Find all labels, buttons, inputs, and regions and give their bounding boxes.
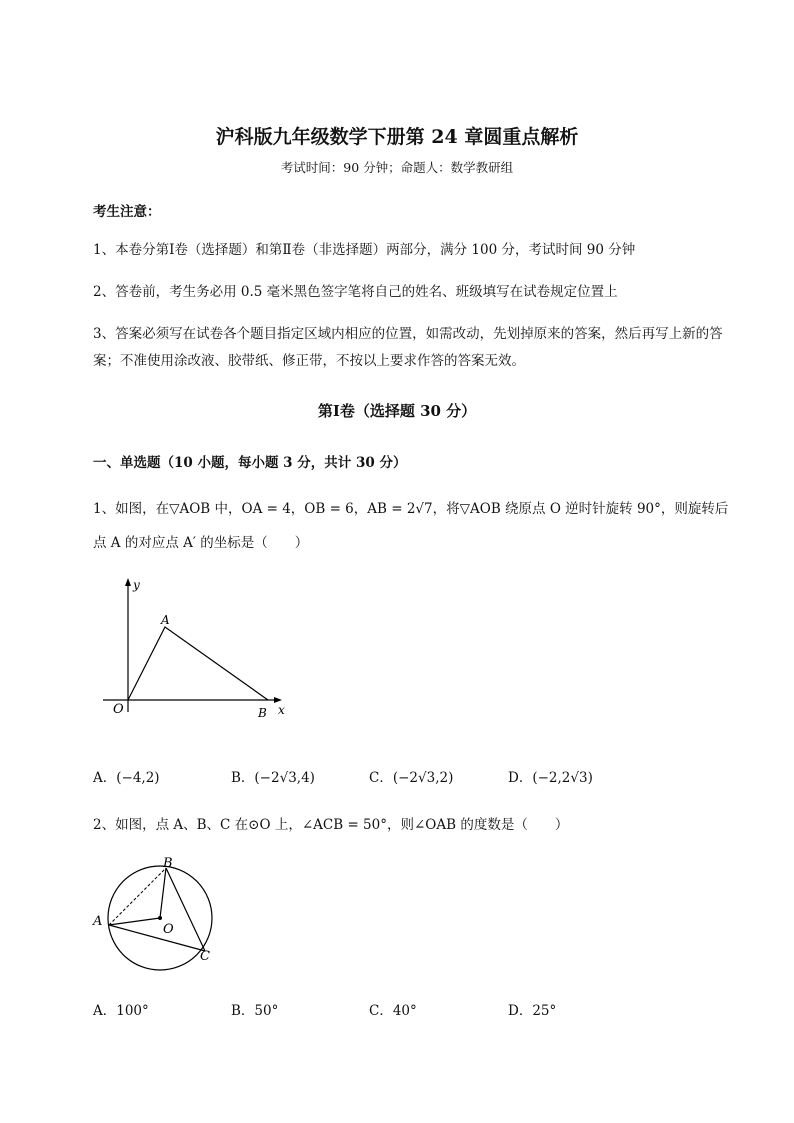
radius-ob [160, 868, 166, 918]
question-1-text-cont: 点 A 的对应点 A′ 的坐标是（ ） [93, 535, 309, 551]
question-2-text: 2、如图，点 A、B、C 在⊙O 上，∠ACB = 50°，则∠OAB 的度数是（ ） [93, 817, 569, 833]
point-b-label: B [163, 856, 173, 871]
q2-option-d: D．25° [508, 1003, 557, 1019]
part-title: 第Ⅰ卷（选择题 30 分） [317, 402, 477, 420]
origin-label: O [113, 702, 124, 717]
point-b-label: B [258, 706, 267, 720]
question-2-figure [88, 855, 228, 985]
radius-oa [109, 918, 160, 925]
chord-ab-dashed [109, 868, 166, 925]
point-a-label: A [161, 613, 170, 627]
chord-ac [109, 925, 205, 951]
point-c-label: C [200, 949, 210, 964]
y-axis-arrow [125, 578, 131, 586]
notice-item-3: 3、答案必须写在试卷各个题目指定区域内相应的位置，如需改动，先划掉原来的答案，然后再写上新的答案；不准使用涂改液、胶带纸、修正带，不按以上要求作答的答案无效。 [93, 326, 723, 369]
q1-option-d: D．(−2,2√3) [508, 770, 593, 786]
q2-option-a: A．100° [93, 1003, 149, 1019]
q1-option-c: C．(−2√3,2) [369, 770, 454, 786]
exam-info: 考试时间：90 分钟；命题人：数学教研组 [280, 160, 514, 175]
triangle-aob [128, 627, 268, 700]
q1-option-a: A．(−4,2) [93, 770, 160, 786]
notice-item-1: 1、本卷分第Ⅰ卷（选择题）和第Ⅱ卷（非选择题）两部分，满分 100 分，考试时间 90 分钟 [93, 242, 636, 258]
section-title: 一、单选题（10 小题，每小题 3 分，共计 30 分） [93, 455, 407, 471]
x-label: x [278, 703, 285, 717]
center-o-label: O [163, 922, 174, 937]
question-1-text: 1、如图，在▽AOB 中，OA = 4，OB = 6，AB = 2√7，将▽AOB 绕原点 O 逆时针旋转 90°，则旋转后 [93, 501, 729, 517]
q2-option-c: C．40° [369, 1003, 417, 1019]
q2-option-b: B．50° [231, 1003, 279, 1019]
page-title: 沪科版九年级数学下册第 24 章圆重点解析 [215, 126, 579, 148]
notice-heading: 考生注意： [93, 204, 161, 220]
notice-item-2: 2、答卷前，考生务必用 0.5 毫米黑色签字笔将自己的姓名、班级填写在试卷规定位置上 [93, 284, 618, 300]
chord-bc [166, 868, 205, 951]
question-1-figure [95, 572, 305, 732]
point-a-label: A [93, 914, 103, 929]
q1-option-b: B．(−2√3,4) [231, 770, 315, 786]
y-label: y [133, 578, 140, 592]
center-dot [158, 916, 162, 920]
